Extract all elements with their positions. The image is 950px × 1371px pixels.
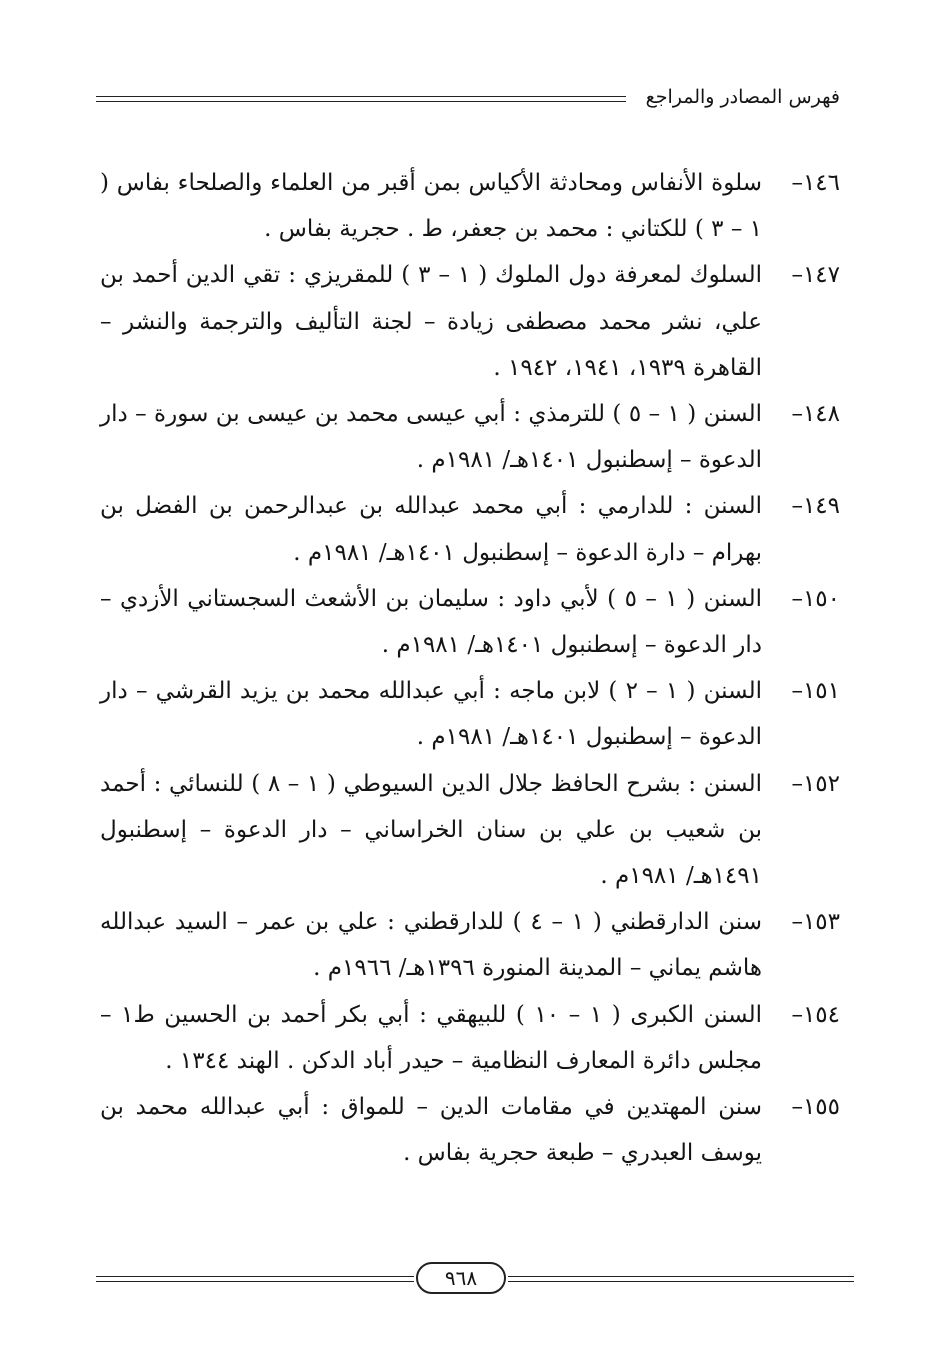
header-rule-bottom xyxy=(96,101,626,102)
bibliography-list xyxy=(100,160,840,1176)
page-number: ٩٦٨ xyxy=(416,1262,506,1294)
entry-number: ١٤٦– xyxy=(791,170,840,196)
header-rule-top xyxy=(96,96,626,97)
entry-text: السنن : بشرح الحافظ جلال الدين السيوطي ( ١ – ٨ ) للنسائي : أحمد بن شعيب بن علي بن سنان الخراساني – دار الدعوة – إسطنبول ١٤٩١هـ/ ١٩٨١م . xyxy=(100,770,763,890)
entry-number: ١٥٣– xyxy=(791,909,840,936)
bibliography-entry xyxy=(100,576,840,668)
entry-number: ١٤٧– xyxy=(791,262,840,289)
bibliography-entry xyxy=(100,1084,840,1176)
bibliography-entry xyxy=(100,899,840,991)
entry-number: ١٥٠– xyxy=(791,585,840,612)
entry-text: السنن ( ١ – ٥ ) لأبي داود : سليمان بن الأشعث السجستاني الأزدي – دار الدعوة – إسطنبول ١٤٠١هـ/ ١٩٨١م . xyxy=(100,585,762,659)
bibliography-entry xyxy=(100,668,840,760)
bibliography-entry xyxy=(100,992,840,1084)
footer-rule-left-bottom xyxy=(96,1281,414,1282)
entry-text: السلوك لمعرفة دول الملوك ( ١ – ٣ ) للمقريزي : تقي الدين أحمد بن علي، نشر محمد مصطفى زيادة – لجنة التأليف والترجمة والنشر – القاهرة ١٩٣٩، ١٩٤١، ١٩٤٢ . xyxy=(100,262,762,381)
bibliography-entry xyxy=(100,160,840,252)
entry-text: سلوة الأنفاس ومحادثة الأكياس بمن أقبر من العلماء والصلحاء بفاس ( ١ – ٣ ) للكتاني : محمد بن جعفر، ط . حجرية بفاس . xyxy=(100,170,762,243)
entry-text: السنن ( ١ – ٢ ) لابن ماجه : أبي عبدالله محمد بن يزيد القرشي – دار الدعوة – إسطنبول ١٤٠١هـ/ ١٩٨١م . xyxy=(100,678,762,751)
bibliography-entry xyxy=(100,391,840,483)
footer-rule-right-bottom xyxy=(508,1281,854,1282)
bibliography-entry xyxy=(100,761,840,900)
entry-number: ١٥١– xyxy=(791,678,840,705)
entry-text: سنن الدارقطني ( ١ – ٤ ) للدارقطني : علي بن عمر – السيد عبدالله هاشم يماني – المدينة المنورة ١٣٩٦هـ/ ١٩٦٦م . xyxy=(100,909,762,982)
bibliography-entry xyxy=(100,483,840,575)
entry-text: السنن الكبرى ( ١ – ١٠ ) للبيهقي : أبي بكر أحمد بن الحسين ط١ – مجلس دائرة المعارف النظامية – حيدر أباد الدكن . الهند ١٣٤٤ . xyxy=(100,1001,763,1074)
entry-text: السنن : للدارمي : أبي محمد عبدالله بن عبدالرحمن بن الفضل بن بهرام – دارة الدعوة – إسطنبول ١٤٠١هـ/ ١٩٨١م . xyxy=(100,493,762,566)
footer-rule-left-top xyxy=(96,1276,414,1277)
entry-text: السنن ( ١ – ٥ ) للترمذي : أبي عيسى محمد بن عيسى بن سورة – دار الدعوة – إسطنبول ١٤٠١هـ/ ١٩٨١م . xyxy=(100,401,762,474)
entry-number: ١٤٩– xyxy=(791,493,840,520)
entry-number: ١٥٥– xyxy=(791,1094,840,1121)
entry-number: ١٥٤– xyxy=(791,1001,840,1028)
entry-text: سنن المهتدين في مقامات الدين – للمواق : أبي عبدالله محمد بن يوسف العبدري – طبعة حجرية بفاس . xyxy=(100,1094,762,1167)
entry-number: ١٥٢– xyxy=(791,770,840,797)
running-head-title: فهرس المصادر والمراجع xyxy=(645,86,840,108)
bibliography-entry xyxy=(100,252,840,391)
entry-number: ١٤٨– xyxy=(791,401,840,428)
footer-rule-right-top xyxy=(508,1276,854,1277)
